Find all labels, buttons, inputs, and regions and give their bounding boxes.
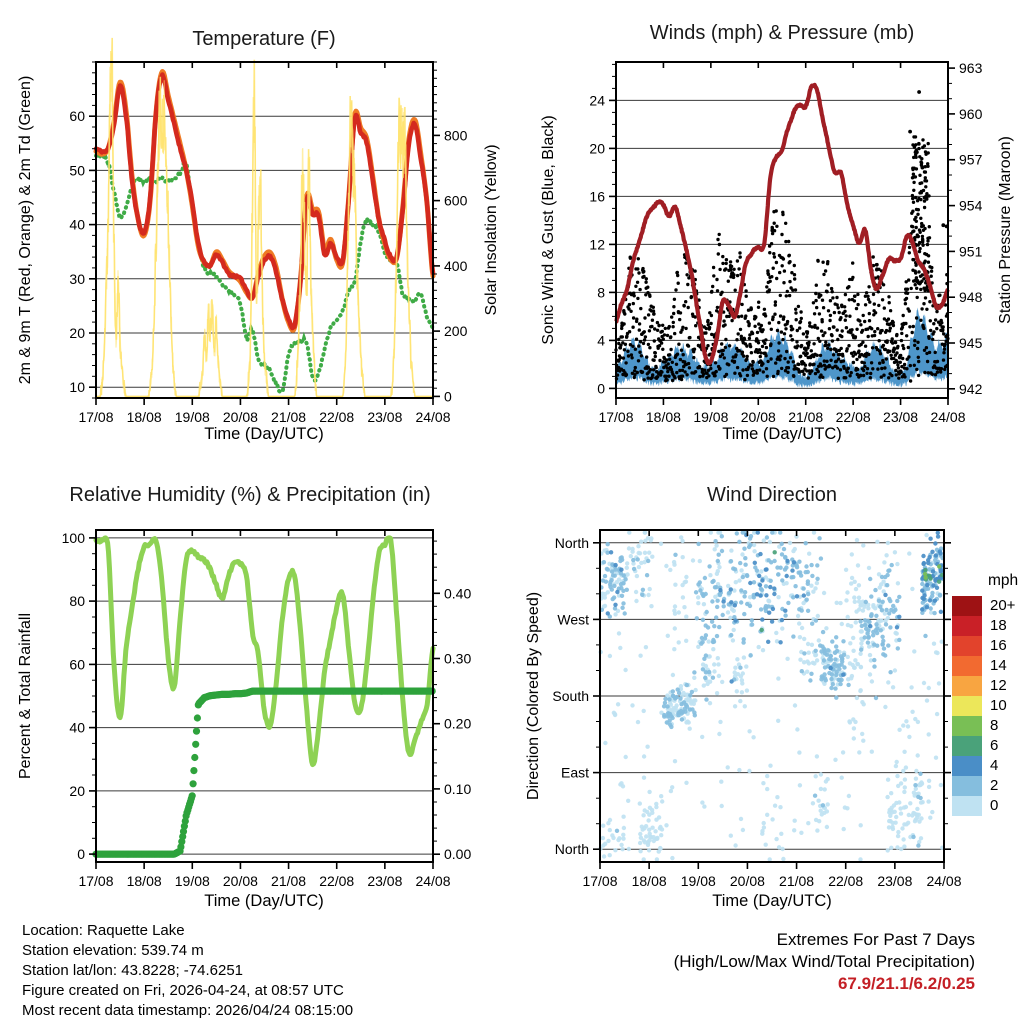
svg-text:954: 954 xyxy=(959,197,983,214)
winds-pressure-title: Winds (mph) & Pressure (mb) xyxy=(649,22,915,44)
svg-text:19/08: 19/08 xyxy=(174,873,210,889)
svg-text:0: 0 xyxy=(444,388,452,405)
station-info xyxy=(22,921,353,1021)
svg-text:24/08: 24/08 xyxy=(415,409,451,425)
wind-direction-ylabel: Direction (Colored By Speed) xyxy=(525,591,542,801)
temp-9m-series xyxy=(96,72,433,331)
svg-text:945: 945 xyxy=(959,335,983,352)
svg-text:19/08: 19/08 xyxy=(693,409,729,425)
svg-text:8: 8 xyxy=(597,284,605,301)
temperature-xlabel: Time (Day/UTC) xyxy=(204,425,324,443)
svg-text:22/08: 22/08 xyxy=(835,409,871,425)
svg-text:30: 30 xyxy=(69,270,85,287)
svg-text:600: 600 xyxy=(444,192,468,209)
svg-text:East: East xyxy=(560,764,589,781)
colorbar-swatch xyxy=(952,676,982,696)
winds-ylabel-right: Station Pressure (Maroon) xyxy=(997,136,1014,324)
colorbar-label: 20+ xyxy=(990,597,1016,614)
svg-text:800: 800 xyxy=(444,127,468,144)
svg-text:200: 200 xyxy=(444,323,468,340)
colorbar-swatch xyxy=(952,776,982,796)
colorbar-swatch xyxy=(952,736,982,756)
wind-gust-dots xyxy=(614,90,949,383)
humidity-precip-plot xyxy=(0,460,512,930)
svg-text:North: North xyxy=(554,841,589,858)
humidity-ylabel-left: Percent & Total Rainfall xyxy=(17,612,34,780)
colorbar-swatch xyxy=(952,596,982,616)
svg-text:0.00: 0.00 xyxy=(444,846,472,863)
extremes-values: 67.9/21.1/6.2/0.25 xyxy=(837,974,975,993)
svg-text:20: 20 xyxy=(69,324,85,341)
svg-text:16: 16 xyxy=(589,188,605,205)
colorbar-swatch xyxy=(952,616,982,636)
svg-text:0.20: 0.20 xyxy=(444,715,472,732)
svg-text:20: 20 xyxy=(69,782,85,799)
wind-direction-xlabel: Time (Day/UTC) xyxy=(712,892,832,910)
svg-text:400: 400 xyxy=(444,257,468,274)
svg-text:12: 12 xyxy=(589,236,605,253)
humidity-xlabel: Time (Day/UTC) xyxy=(204,892,324,910)
svg-text:24/08: 24/08 xyxy=(415,873,451,889)
svg-text:21/08: 21/08 xyxy=(271,409,307,425)
svg-text:21/08: 21/08 xyxy=(271,873,307,889)
humidity-precip-panel xyxy=(0,460,512,930)
svg-text:18/08: 18/08 xyxy=(126,873,162,889)
winds-pressure-panel xyxy=(512,0,1024,460)
svg-text:24/08: 24/08 xyxy=(926,873,962,889)
wind-direction-title: Wind Direction xyxy=(706,484,838,506)
colorbar-label: 12 xyxy=(990,677,1007,694)
svg-text:40: 40 xyxy=(69,719,85,736)
svg-text:17/08: 17/08 xyxy=(598,409,634,425)
colorbar-swatch xyxy=(952,636,982,656)
temperature-plot xyxy=(0,0,512,460)
svg-text:22/08: 22/08 xyxy=(828,873,864,889)
winds-xlabel: Time (Day/UTC) xyxy=(722,425,842,443)
svg-text:17/08: 17/08 xyxy=(78,409,114,425)
svg-text:West: West xyxy=(557,611,589,628)
colorbar-swatch xyxy=(952,716,982,736)
station-location: Location: Raquette Lake xyxy=(22,922,185,939)
svg-text:951: 951 xyxy=(959,243,983,260)
svg-text:4: 4 xyxy=(597,332,605,349)
colorbar-label: 6 xyxy=(990,737,999,754)
svg-text:17/08: 17/08 xyxy=(582,873,618,889)
colorbar-swatch xyxy=(952,796,982,816)
svg-text:21/08: 21/08 xyxy=(779,873,815,889)
svg-text:South: South xyxy=(552,688,589,704)
colorbar-label: 10 xyxy=(990,697,1007,714)
svg-text:40: 40 xyxy=(69,216,85,233)
svg-text:17/08: 17/08 xyxy=(78,873,114,889)
svg-text:0.10: 0.10 xyxy=(444,780,472,797)
svg-text:23/08: 23/08 xyxy=(883,409,919,425)
colorbar-label: 16 xyxy=(990,637,1007,654)
svg-text:10: 10 xyxy=(69,379,85,396)
svg-text:20/08: 20/08 xyxy=(222,409,258,425)
svg-text:23/08: 23/08 xyxy=(367,873,403,889)
wind-direction-panel xyxy=(512,460,1024,930)
svg-text:24: 24 xyxy=(589,92,605,109)
temperature-title: Temperature (F) xyxy=(192,28,336,50)
svg-text:942: 942 xyxy=(959,380,983,397)
svg-text:20/08: 20/08 xyxy=(740,409,776,425)
svg-text:North: North xyxy=(554,534,589,551)
svg-text:19/08: 19/08 xyxy=(680,873,716,889)
colorbar-label: 18 xyxy=(990,617,1007,634)
svg-text:963: 963 xyxy=(959,60,983,77)
svg-text:0: 0 xyxy=(597,380,605,397)
wind-speed-colorbar xyxy=(952,596,982,816)
svg-text:22/08: 22/08 xyxy=(319,409,355,425)
figure-created: Figure created on Fri, 2026-04-24, at 08:57 UTC xyxy=(22,982,344,999)
svg-text:23/08: 23/08 xyxy=(367,409,403,425)
svg-text:0.40: 0.40 xyxy=(444,585,472,602)
svg-text:23/08: 23/08 xyxy=(877,873,913,889)
svg-text:50: 50 xyxy=(69,162,85,179)
svg-text:20/08: 20/08 xyxy=(222,873,258,889)
wind-speed-colorbar-labels xyxy=(990,596,1015,816)
svg-text:960: 960 xyxy=(959,105,983,122)
svg-text:20/08: 20/08 xyxy=(729,873,765,889)
svg-text:0.30: 0.30 xyxy=(444,650,472,667)
svg-text:18/08: 18/08 xyxy=(126,409,162,425)
temperature-ylabel-left: 2m & 9m T (Red, Orange) & 2m Td (Green) xyxy=(17,75,34,385)
colorbar-label: 14 xyxy=(990,657,1007,674)
station-latlon: Station lat/lon: 43.8228; -74.6251 xyxy=(22,962,244,979)
temperature-ylabel-right: Solar Insolation (Yellow) xyxy=(483,144,500,316)
svg-text:957: 957 xyxy=(959,151,983,168)
colorbar-swatch xyxy=(952,656,982,676)
colorbar-label: 8 xyxy=(990,717,999,734)
svg-text:100: 100 xyxy=(61,529,85,546)
temp-2m-series xyxy=(96,75,433,329)
pressure-series xyxy=(616,85,948,364)
svg-text:60: 60 xyxy=(69,108,85,125)
humidity-series xyxy=(96,538,433,765)
svg-text:0: 0 xyxy=(77,846,85,863)
svg-text:60: 60 xyxy=(69,656,85,673)
station-elevation: Station elevation: 539.74 m xyxy=(22,942,204,959)
svg-text:18/08: 18/08 xyxy=(645,409,681,425)
svg-text:80: 80 xyxy=(69,593,85,610)
humidity-precip-title: Relative Humidity (%) & Precipitation (in) xyxy=(69,484,431,506)
svg-text:948: 948 xyxy=(959,289,983,306)
svg-text:24/08: 24/08 xyxy=(930,409,966,425)
colorbar-label: 2 xyxy=(990,777,999,794)
data-timestamp: Most recent data timestamp: 2026/04/24 08:15:00 xyxy=(22,1002,354,1019)
colorbar-title: mph xyxy=(988,572,1019,589)
colorbar-swatch xyxy=(952,696,982,716)
svg-text:19/08: 19/08 xyxy=(174,409,210,425)
winds-ylabel-left: Sonic Wind & Gust (Blue, Black) xyxy=(540,115,557,345)
svg-text:18/08: 18/08 xyxy=(631,873,667,889)
svg-text:21/08: 21/08 xyxy=(788,409,824,425)
svg-text:22/08: 22/08 xyxy=(319,873,355,889)
colorbar-label: 0 xyxy=(990,797,999,814)
temperature-panel xyxy=(0,0,512,460)
colorbar-label: 4 xyxy=(990,757,999,774)
winds-pressure-plot xyxy=(512,0,1024,460)
wind-direction-plot xyxy=(512,460,1024,930)
extremes-subtitle: (High/Low/Max Wind/Total Precipitation) xyxy=(673,952,975,971)
extremes-block xyxy=(674,929,975,995)
extremes-title: Extremes For Past 7 Days xyxy=(776,930,975,949)
colorbar-swatch xyxy=(952,756,982,776)
svg-text:20: 20 xyxy=(589,140,605,157)
